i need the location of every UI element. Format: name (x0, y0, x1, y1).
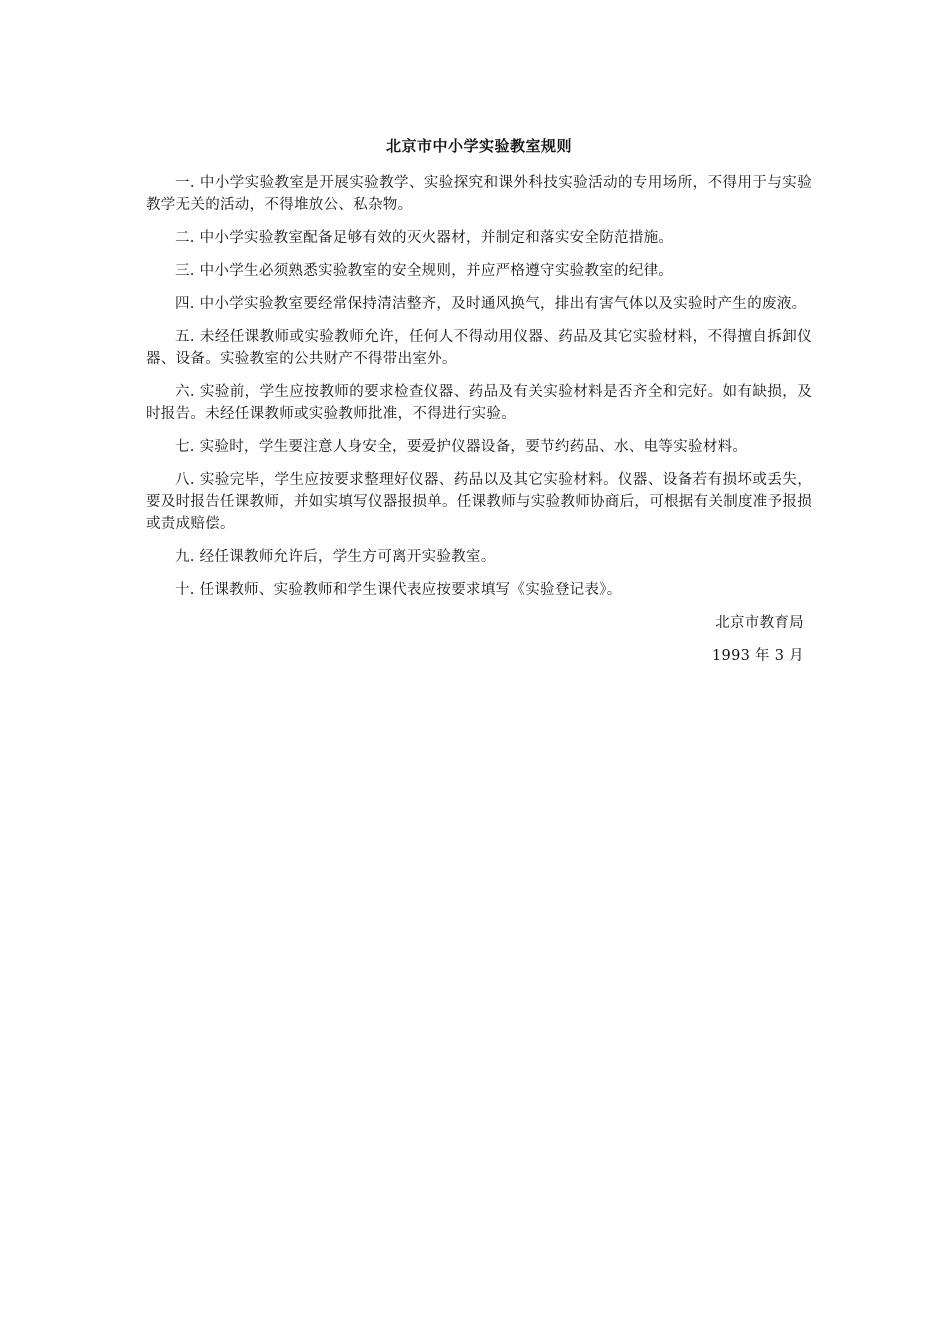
rule-5: 五. 未经任课教师或实验教师允许，任何人不得动用仪器、药品及其它实验材料，不得擅自拆卸仪器、设备。实验教室的公共财产不得带出室外。 (146, 329, 812, 367)
document-body (146, 134, 812, 667)
issue-date: 1993 年 3 月 (712, 648, 804, 664)
issuer-signature: 北京市教育局 (715, 615, 804, 631)
rules-list (146, 172, 812, 601)
rule-4: 四. 中小学实验教室要经常保持清洁整齐，及时通风换气，排出有害气体以及实验时产生的废液。 (175, 296, 807, 312)
rule-1: 一. 中小学实验教室是开展实验教学、实验探究和课外科技实验活动的专用场所，不得用于与实验教学无关的活动，不得堆放公、私杂物。 (146, 175, 812, 213)
rule-6: 六. 实验前，学生应按教师的要求检查仪器、药品及有关实验材料是否齐全和完好。如有缺损，及时报告。未经任课教师或实验教师批准，不得进行实验。 (146, 384, 812, 422)
rule-8: 八. 实验完毕，学生应按要求整理好仪器、药品以及其它实验材料。仪器、设备若有损坏或丢失，要及时报告任课教师，并如实填写仪器报损单。任课教师与实验教师协商后，可根据有关制度准予报损或责成赔偿。 (146, 472, 812, 532)
rule-10: 十. 任课教师、实验教师和学生课代表应按要求填写《实验登记表》。 (175, 582, 622, 598)
rule-3: 三. 中小学生必须熟悉实验教室的安全规则，并应严格遵守实验教室的纪律。 (175, 263, 674, 279)
rule-2: 二. 中小学实验教室配备足够有效的灭火器材，并制定和落实安全防范措施。 (175, 230, 674, 246)
rule-7: 七. 实验时，学生要注意人身安全，要爱护仪器设备，要节约药品、水、电等实验材料。 (175, 439, 748, 455)
rule-9: 九. 经任课教师允许后，学生方可离开实验教室。 (175, 549, 496, 565)
document-title: 北京市中小学实验教室规则 (385, 137, 572, 155)
